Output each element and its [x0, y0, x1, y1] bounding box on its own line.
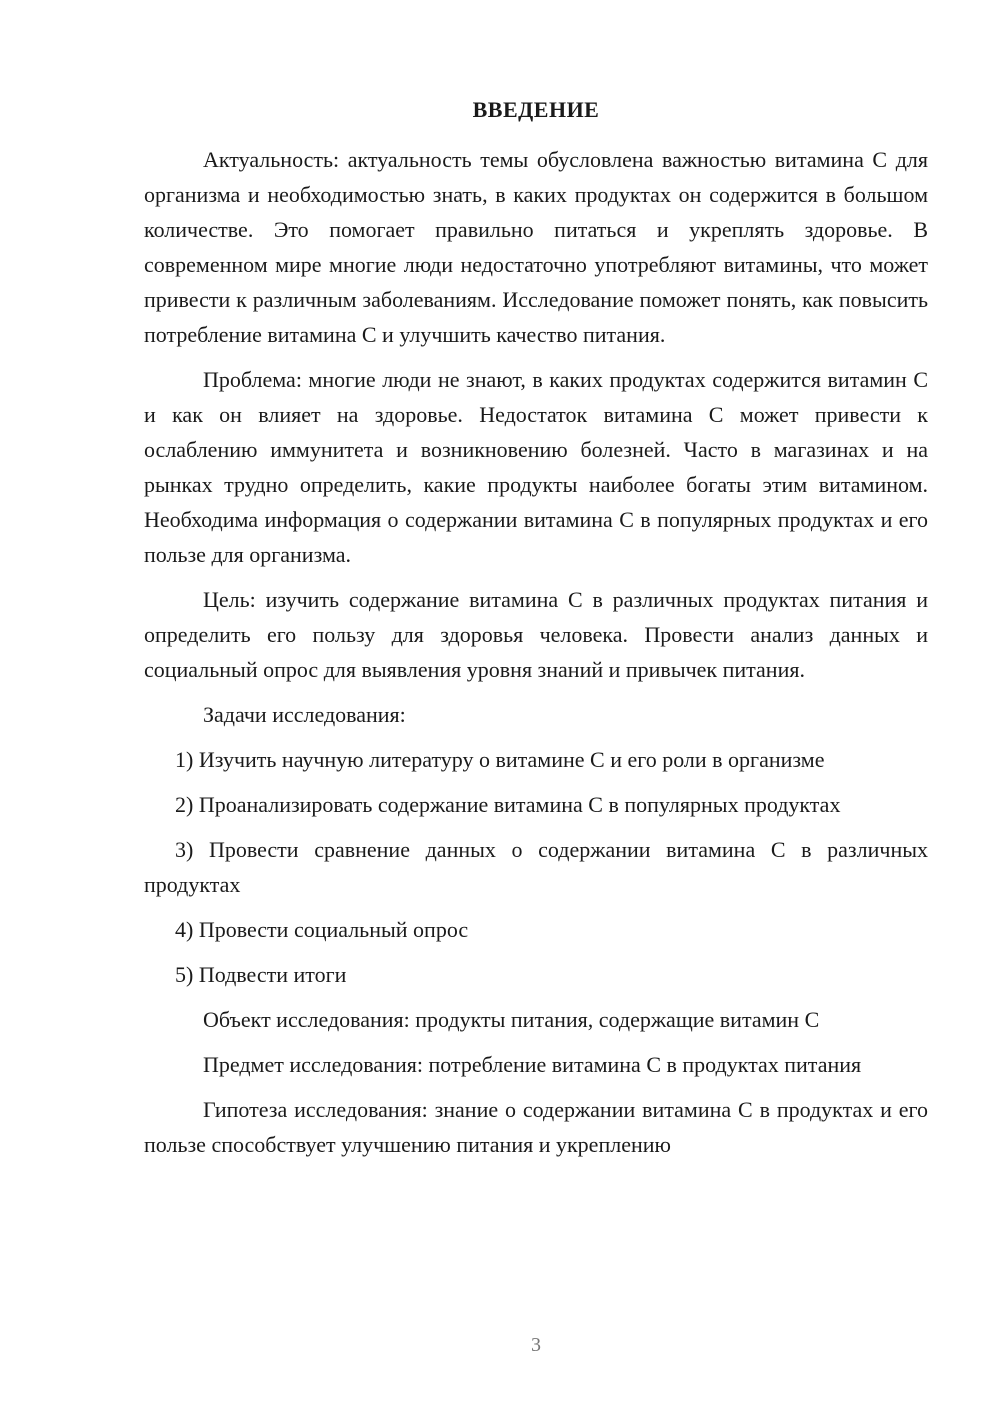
research-subject-paragraph: Предмет исследования: потребление витамина С в продуктах питания [203, 1052, 862, 1077]
task-item-1: 1) Изучить научную литературу о витамине С и его роли в организме [175, 747, 825, 772]
hypothesis-paragraph: Гипотеза исследования: знание о содержании витамина С в продуктах и его пользе способствует улучшению питания и укреплению [144, 1097, 928, 1157]
problem-paragraph: Проблема: многие люди не знают, в каких продуктах содержится витамин С и как он влияет на здоровье. Недостаток витамина С может привести к ослаблению иммунитета и возникновению болезней. Часто в магазинах и на рынках трудно определить, какие продукты наиболее богаты этим витамином. Необходима информация о содержании витамина С в популярных продуктах и его пользе для организма. [144, 367, 928, 567]
page-number: 3 [531, 1334, 541, 1356]
page-content [144, 96, 928, 1172]
relevance-paragraph: Актуальность: актуальность темы обусловлена важностью витамина С для организма и необходимостью знать, в каких продуктах он содержится в большом количестве. Это помогает правильно питаться и укреплять здоровье. В современном мире многие люди недостаточно употребляют витамины, что может привести к различным заболеваниям. Исследование поможет понять, как повысить потребление витамина С и улучшить качество питания. [144, 147, 928, 347]
research-object-paragraph: Объект исследования: продукты питания, содержащие витамин С [203, 1007, 820, 1032]
task-item-2: 2) Проанализировать содержание витамина С в популярных продуктах [175, 792, 841, 817]
task-item-4: 4) Провести социальный опрос [175, 917, 469, 942]
task-item-3: 3) Провести сравнение данных о содержании витамина С в различных продуктах [144, 837, 928, 897]
goal-paragraph: Цель: изучить содержание витамина С в различных продуктах питания и определить его пользу для здоровья человека. Провести анализ данных и социальный опрос для выявления уровня знаний и привычек питания. [144, 587, 928, 682]
tasks-heading: Задачи исследования: [203, 702, 406, 727]
section-title: ВВЕДЕНИЕ [472, 97, 600, 122]
task-item-5: 5) Подвести итоги [175, 962, 347, 987]
